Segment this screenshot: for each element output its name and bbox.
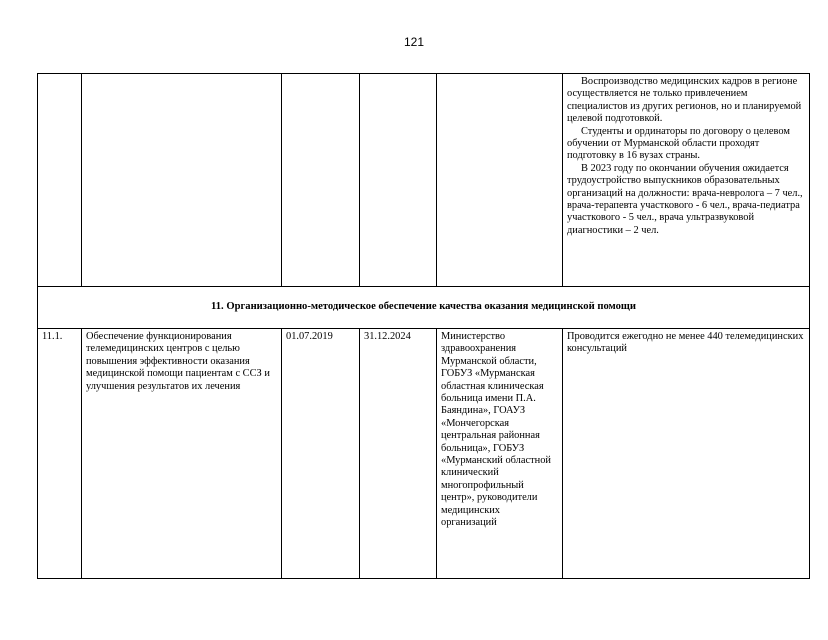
table-row-11-1 — [38, 329, 810, 579]
cell-end-date: 31.12.2024 — [360, 329, 437, 579]
table-row-continuation — [38, 74, 810, 287]
result-paragraph: Воспроизводство медицинских кадров в регионе осуществляется не только привлечением специалистов из других регионов, но и планируемой целевой подготовкой. — [567, 76, 802, 125]
cell-measure-empty — [82, 74, 282, 287]
section-row — [38, 287, 810, 329]
cell-responsible: Министерство здравоохранения Мурманской области, ГОБУЗ «Мурманская областная клиническая больница имени П.А. Баяндина», ГОАУЗ «Мончегорская центральная районная больница», ГОБУЗ «Мурманский областной клинический многопрофильный центр», руководители медицинских организаций — [437, 329, 563, 579]
section-header: 11. Организационно-методическое обеспечение качества оказания медицинской помощи — [38, 287, 810, 329]
cell-measure: Обеспечение функционирования телемедицинских центров с целью повышения эффективности оказания медицинской помощи пациентам с ССЗ и улучшения результатов их лечения — [82, 329, 282, 579]
cell-result: Проводится ежегодно не менее 440 телемедицинских консультаций — [563, 329, 810, 579]
result-paragraph: В 2023 году по окончании обучения ожидается трудоустройство выпускников образовательных организаций на должности: врача-невролога – 7 чел., врача-терапевта участкового - 6 чел., врача-педиатра участкового - 5 чел., врача ультразвуковой диагностики – 2 чел. — [567, 162, 803, 236]
cell-end-empty — [360, 74, 437, 287]
measures-table — [37, 73, 810, 579]
cell-responsible-empty — [437, 74, 563, 287]
cell-start-empty — [282, 74, 360, 287]
cell-result-continuation — [563, 74, 810, 287]
cell-number: 11.1. — [38, 329, 82, 579]
result-paragraph: Студенты и ординаторы по договору о целевом обучении от Мурманской области проходят подготовку в 16 вузах страны. — [567, 125, 790, 162]
cell-number-empty — [38, 74, 82, 287]
cell-start-date: 01.07.2019 — [282, 329, 360, 579]
page-number: 121 — [403, 35, 425, 49]
